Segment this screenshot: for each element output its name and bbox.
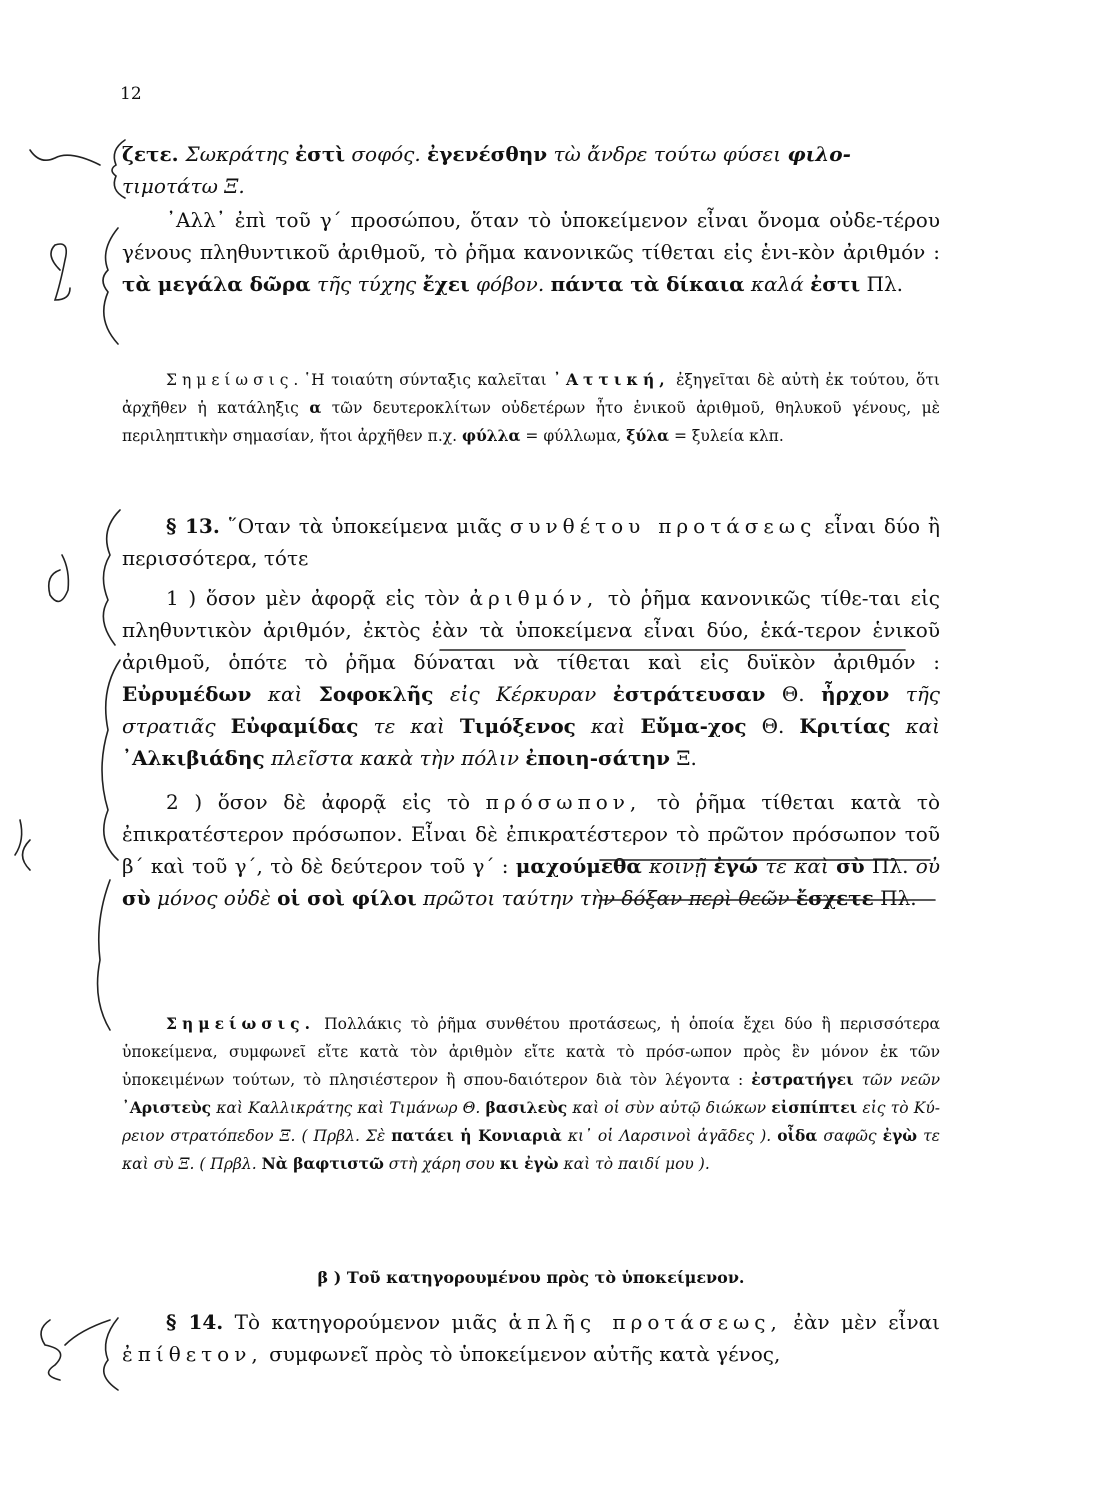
text-span: μόνος οὐδὲ [150,886,278,910]
text-span: ῞Οταν τὰ ὑποκείμενα μιᾶς [219,514,510,538]
text-span: σὺ [122,886,151,910]
text-span: Πολλάκις τὸ ῥῆμα συνθέτου προτάσεως, ἡ ὁποία ἔχει δύο ἢ περισσότερα ὑποκείμενα, συμφωνεῖ εἴτε κατὰ τὸν ἀριθμὸν εἴτε κατὰ τὸ πρόσ-ωπον πρὸς ἓν μόνον ἐκ τῶν ὑποκειμένων τούτων, τὸ πλησιέστερον ἢ σπου-δαιότερον διὰ τὸν λέγοντα : [122,1015,940,1089]
margin-letter-4 [41,1320,110,1380]
page-number: 12 [120,84,142,104]
text-span: τῆς τύχης [310,272,423,296]
text-span: οἱ σοὶ φίλοι [277,886,417,910]
margin-brace-3 [103,510,120,645]
section-number: § 14. [166,1310,224,1334]
margin-brace-4 [102,660,120,860]
text-span: καὶ Καλλικράτης καὶ Τιμάνωρ Θ. [211,1099,486,1117]
text-span: καὶ οἱ σὺν αὐτῷ διώκων [567,1099,772,1117]
text-span: κι ἐγὼ [499,1154,559,1173]
text-span: στὴ χάρη σου [383,1155,500,1173]
text-span: Πλ. [860,272,903,296]
subsection-heading: β ) Τοῦ κατηγορουμένου πρὸς τὸ ὑποκείμενον. [317,1268,745,1287]
text-span: σοφός. [345,142,428,166]
text-span: ῾Η τοιαύτη σύνταξις καλεῖται [303,371,554,389]
text-span: Εὐρυμέδων [122,682,252,706]
text-span: Ξ. [670,746,697,770]
margin-brace-1 [112,140,125,198]
note-label: Σημείωσις. [166,1014,316,1033]
text-span: ἐστι [810,272,861,296]
text-span: τὼ ἄνδρε τούτω φύσει [547,142,788,166]
text-span: Τιμόξενος [459,714,576,738]
text-span: τῶν δευτεροκλίτων οὐδετέρων ἦτο ἑνικοῦ ἀριθμοῦ, θηλυκοῦ γένους, μὲ περιληπτικὴν σημασίαν, ἤτοι ἀρχῆθεν π.χ. [122,399,940,445]
text-span: συνθέτου προτάσεως [509,514,817,538]
text-span: ἦρχον [821,682,890,706]
text-span: ξύλα [626,426,670,445]
text-span: ἔσχετε [795,886,874,910]
text-span: κι᾿ οἱ Λαρσινοὶ ἀγᾶδες ). [561,1127,778,1145]
text-span: οἶδα [777,1126,818,1145]
text-span: Νὰ βαφτιστῶ [261,1154,384,1173]
text-span: ἐπίθετον, [122,1342,263,1366]
text-span: μαχούμεθα [515,854,642,878]
text-span: πατάει ἡ Κονιαριὰ [391,1126,562,1145]
text-span: Πλ. [873,886,917,910]
text-span: οὐ [915,854,940,878]
text-span: βασιλεὺς [485,1098,568,1117]
text-span: εἰς Κέρκυραν [433,682,613,706]
text-span: ἐποιη-σάτην [525,746,671,770]
text-span: Πλ. [864,854,916,878]
margin-squiggle-1 [30,150,100,165]
margin-brace-2 [103,228,118,344]
text-span: ἐγὼ [882,1126,918,1145]
text-span: ᾿Αριστεὺς [122,1098,212,1117]
text-span: Θ. [746,714,800,738]
text-span: τὸ ῥῆμα κανονικῶς τίθε-ται εἰς πληθυντικὸν ἀριθμόν, ἐκτὸς ἐὰν τὰ ὑποκείμενα εἶναι δύο, ἑκά-τερον ἑνικοῦ ἀριθμοῦ, ὁπότε τὸ ῥῆμα δύναται νὰ τίθεται καὶ εἰς δυϊκὸν ἀριθμόν : [122,586,941,674]
margin-letter-1 [51,244,70,300]
text-span: ἁπλῆς προτάσεως, [508,1310,782,1334]
text-span: πρῶτοι ταύτην τὴν δόξαν περὶ θεῶν [416,886,796,910]
text-span: ἐστὶ [294,142,346,166]
text-span: ἐγώ [713,854,758,878]
text-span: Εὐφαμίδας [230,714,359,738]
text-span: τιμοτάτω Ξ. [122,174,245,198]
text-span: 2 ) ὅσον δὲ ἀφορᾷ εἰς τὸ [166,790,486,814]
text-span: εἰς τὸ Κύ-ρειον στρατόπεδον Ξ. ( Πρβλ. Σὲ [122,1099,940,1145]
text-span: = φύλλωμα, [520,427,627,445]
text-span: καὶ [251,682,319,706]
text-span: ἐὰν μὲν εἶναι [781,1310,941,1334]
text-span: τῶν νεῶν [853,1071,941,1089]
text-span: καλά [744,272,811,296]
text-span: Εὔμα-χος [640,714,747,738]
text-span: ᾿Αλκιβιάδης [122,746,265,770]
text-span: πάντα τὰ δίκαια [550,272,745,296]
text-span: πρόσωπον, [485,790,642,814]
text-span: Σοφοκλῆς [318,682,434,706]
text-span: φύλλα [462,426,521,445]
text-span: Τὸ κατηγορούμενον μιᾶς [223,1310,509,1334]
text-span: Κριτίας [799,714,891,738]
text-span: α [309,398,322,417]
note-label: Σημείωσις. [166,371,304,389]
margin-letter-2 [49,555,69,601]
text-span: τε καὶ [757,854,837,878]
text-span: συμφωνεῖ πρὸς τὸ ὑποκείμενον αὐτῆς κατὰ γένος, [262,1342,781,1366]
text-span: Σωκράτης [185,142,295,166]
text-span: καὶ [890,714,941,738]
text-span: σὺ [836,854,865,878]
margin-brace-6 [104,1318,118,1390]
text-span: τὰ μεγάλα δῶρα [122,272,311,296]
text-span: = ξυλεία κλπ. [669,427,784,445]
text-span: πλεῖστα κακὰ τὴν πόλιν [264,746,526,770]
text-span: ἔχει [422,272,470,296]
text-span: εἰσπίπτει [771,1098,858,1117]
text-span: ᾿Αλλ᾿ ἐπὶ τοῦ γ΄ προσώπου, ὅταν τὸ ὑποκείμενον εἶναι ὄνομα οὐδε-τέρου γένους πληθυντικοῦ ἀριθμοῦ, τὸ ῥῆμα κανονικῶς τίθεται εἰς ἑνι-κὸν ἀριθμόν : [122,208,940,264]
text-span: ἐστράτευσαν [612,682,766,706]
text-span: ἐξηγεῖται δὲ αὐτὴ ἐκ τούτου, ὅτι ἀρχῆθεν ἡ κατάληξις [122,371,941,417]
text-span: τε καὶ σὺ Ξ. ( Πρβλ. [122,1127,940,1173]
text-span: εἶναι δύο ἢ περισσότερα, τότε [122,514,940,570]
text-span: ἐστρατήγει [751,1070,854,1089]
text-span: τῆς στρατιᾶς [122,682,941,738]
text-span: φιλο- [787,142,851,166]
text-span: σαφῶς [817,1127,883,1145]
text-span: Θ. [765,682,822,706]
text-span: τε καὶ [358,714,460,738]
section-number: § 13. [166,514,220,538]
margin-letter-3 [15,820,30,870]
text-span: καὶ [575,714,641,738]
text-span: ζετε. [122,142,186,166]
text-span: τὸ ῥῆμα τίθεται κατὰ τὸ ἐπικρατέστερον πρόσωπον. Εἶναι δὲ ἐπικρατέστερον τὸ πρῶτον πρόσωπον τοῦ β΄ καὶ τοῦ γ΄, τὸ δὲ δεύτερον τοῦ γ΄ : [122,790,940,878]
text-span: κοινῇ [641,854,714,878]
text-span: 1 ) ὅσον μὲν ἀφορᾷ εἰς τὸν [166,586,470,610]
text-span: ἐγενέσθην [427,142,548,166]
text-span: καὶ τὸ παιδί μου ). [558,1155,710,1173]
text-span: ἀριθμόν, [469,586,599,610]
text-span: ᾿Αττική, [553,370,670,389]
text-span: φόβον. [469,272,551,296]
margin-brace-5 [98,880,110,1030]
